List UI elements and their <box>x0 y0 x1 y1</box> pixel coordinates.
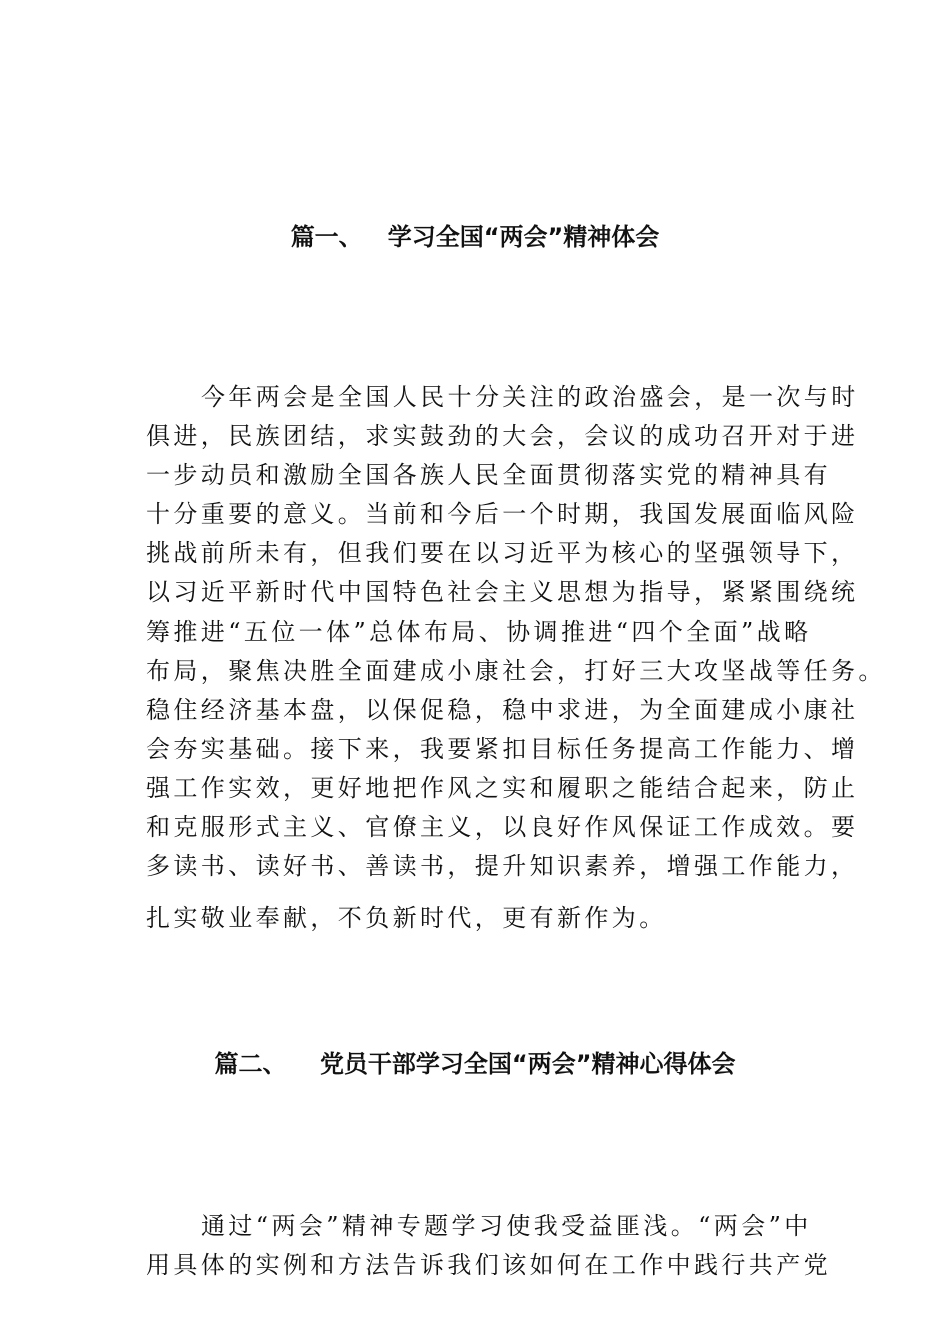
paragraph-line: 布局，聚焦决胜全面建成小康社会，打好三大攻坚战等任务。 <box>146 656 886 685</box>
paragraph-line: 一步动员和激励全国各族人民全面贯彻落实党的精神具有 <box>146 461 831 490</box>
section-1-heading <box>0 222 950 252</box>
paragraph-line: 会夯实基础。接下来，我要紧扣目标任务提高工作能力、增 <box>146 734 859 763</box>
paragraph-line: 和克服形式主义、官僚主义，以良好作风保证工作成效。要 <box>146 813 859 842</box>
paragraph-line: 今年两会是全国人民十分关注的政治盛会，是一次与时 <box>201 383 859 411</box>
paragraph-line: 十分重要的意义。当前和今后一个时期，我国发展面临风险 <box>146 500 859 529</box>
paragraph-line: 用具体的实例和方法告诉我们该如何在工作中践行共产党 <box>146 1251 831 1280</box>
paragraph-line: 筹推进“五位一体”总体布局、协调推进“四个全面”战略 <box>146 617 812 646</box>
paragraph-line: 通过“两会”精神专题学习使我受益匪浅。“两会”中 <box>201 1212 812 1240</box>
paragraph-line: 以习近平新时代中国特色社会主义思想为指导，紧紧围绕统 <box>146 578 859 607</box>
paragraph-line: 多读书、读好书、善读书，提升知识素养，增强工作能力， <box>146 852 859 881</box>
paragraph-line: 俱进，民族团结，求实鼓劲的大会，会议的成功召开对于进 <box>146 422 859 451</box>
paragraph-line: 扎实敬业奉献，不负新时代，更有新作为。 <box>146 904 667 933</box>
paragraph-line: 强工作实效，更好地把作风之实和履职之能结合起来，防止 <box>146 773 859 802</box>
section-2-heading <box>0 1049 950 1079</box>
paragraph-line: 稳住经济基本盘，以保促稳，稳中求进，为全面建成小康社 <box>146 695 859 724</box>
section-1-paragraph <box>146 378 886 938</box>
paragraph-line: 挑战前所未有，但我们要在以习近平为核心的坚强领导下， <box>146 539 859 568</box>
section-2-number: 篇二、 <box>214 1050 287 1078</box>
section-2-title: 党员干部学习全国“两会”精神心得体会 <box>319 1050 736 1078</box>
section-1-number: 篇一、 <box>290 223 363 251</box>
section-2-paragraph <box>146 1207 831 1285</box>
section-1-title: 学习全国“两会”精神体会 <box>387 223 660 251</box>
